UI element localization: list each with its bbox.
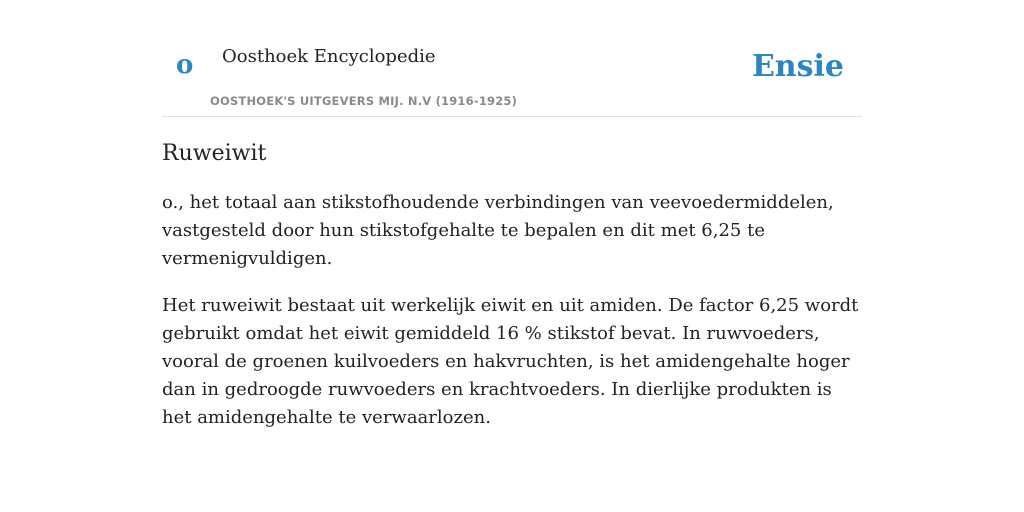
content-container (162, 0, 862, 432)
encyclopedia-title[interactable]: Oosthoek Encyclopedie (222, 46, 436, 67)
entry-paragraph: Het ruweiwit bestaat uit werkelijk eiwit en uit amiden. De factor 6,25 wordt gebruikt omdat het eiwit gemiddeld 16 % stikstof bevat. In ruwvoeders, vooral de groenen kuilvoeders en hakvruchten, is het amidengehalte hoger dan in gedroogde ruwvoeders en krachtvoeders. In dierlijke produkten is het amidengehalte te verwaarlozen. (162, 295, 859, 429)
publisher-label: OOSTHOEK'S UITGEVERS MIJ. N.V (1916-1925) (210, 94, 518, 108)
entry-title: Ruweiwit (162, 141, 267, 166)
encyclopedia-logo[interactable]: o (176, 50, 194, 80)
header (162, 0, 862, 117)
ensie-logo[interactable]: Ensie (751, 49, 844, 84)
entry-paragraph: o., het totaal aan stikstofhoudende verbindingen van veevoedermiddelen, vastgesteld door hun stikstofgehalte te bepalen en dit met 6,25 te vermenigvuldigen. (162, 192, 834, 270)
